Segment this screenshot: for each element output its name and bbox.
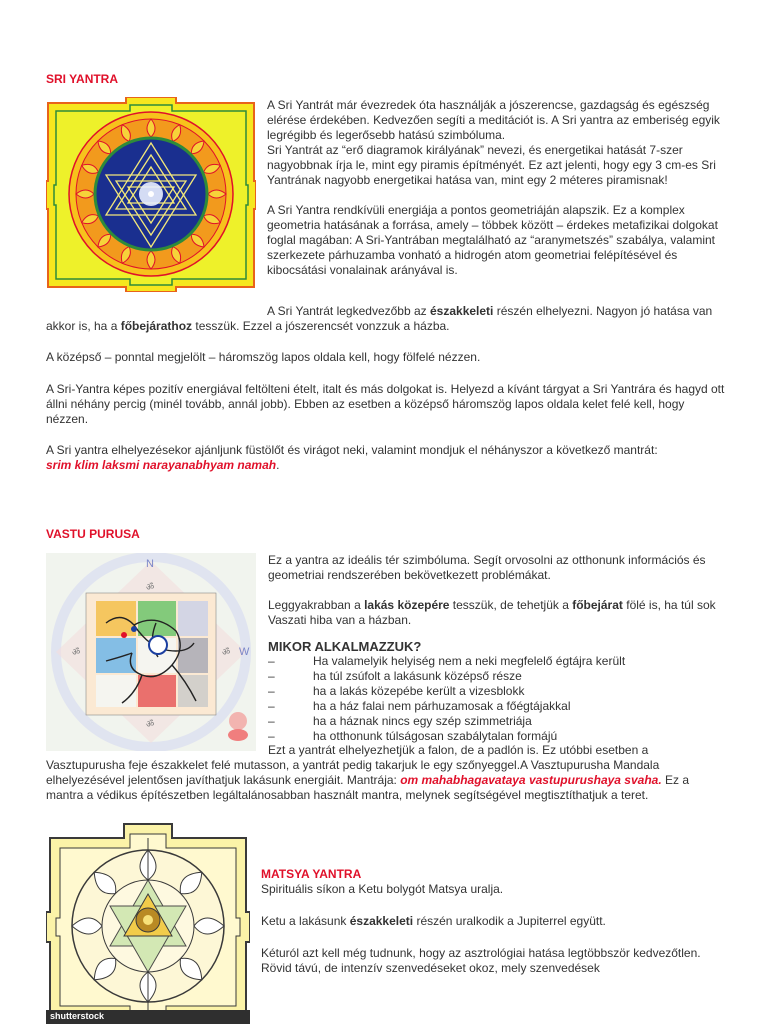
svg-text:ॐ: ॐ	[72, 648, 81, 658]
vastu-purusa-paragraph-2: Leggyakrabban a lakás közepére tesszük, de tehetjük a főbejárat fölé is, ha túl sok Vaszati hiba van a házban.	[268, 598, 716, 627]
sri-yantra-paragraph-1b: Sri Yantrát az “erő diagramok királyának” nevezi, és energetikai hatását 7-szer nagyobbnak írja le, mint egy piramis építményét. Ez azt jelenti, hogy egy 3 cm-es Sri Yantrának nagyobb energetikai hatása van, mint egy 2 méteres piramisnak!	[267, 143, 716, 187]
matsya-yantra-text	[261, 882, 727, 976]
list-item: – Ha valamelyik helyiség nem a neki megfelelő égtájra került	[268, 654, 728, 669]
svg-text:ॐ: ॐ	[222, 648, 231, 658]
when-to-use-heading: MIKOR ALKALMAZZUK?	[268, 639, 422, 654]
matsya-yantra-paragraph-2: Ketu a lakásunk északkeleti részén uralkodik a Jupiterrel együtt.	[261, 914, 606, 928]
svg-text:ॐ: ॐ	[146, 583, 155, 593]
svg-text:ॐ: ॐ	[146, 720, 155, 730]
list-item: – ha a ház falai nem párhuzamosak a főégtájakkal	[268, 699, 728, 714]
vastu-purusa-heading: VASTU PURUSA	[46, 527, 140, 541]
direction-west-label: W	[239, 646, 250, 658]
matsya-yantra-paragraph-1: Spirituális síkon a Ketu bolygót Matsya uralja.	[261, 882, 504, 896]
matsya-yantra-heading: MATSYA YANTRA	[261, 867, 362, 881]
vastu-purusa-paragraph-3: Ezt a yantrát elhelyezhetjük a falon, de a padlón is. Ez utóbbi esetben a Vasztupurusha feje északkelet felé mutasson, a yantrát pedig takarjuk le egy szőnyeggel.A Vasztupurusha Mandala elhelyezésével jelentősen javíthatjuk lakásunk energiáit. Mantrája: om mahabhagavataya vastupurushaya svaha. Ez a mantra a védikus építészetben legáltalánosabban használt mantra, melynek segítségével megtisztíthatjuk a teret.	[46, 743, 690, 802]
matsya-yantra-image	[46, 820, 250, 1024]
vastu-purusa-intro	[268, 553, 728, 744]
sri-yantra-paragraph-6: A Sri yantra elhelyezésekor ajánljunk füstölőt és virágot neki, valamint mondjuk el néhányszor a következő mantrát: srim klim laksmi narayanabhyam namah.	[46, 443, 658, 472]
sri-yantra-image	[46, 97, 256, 292]
direction-north-label: N	[146, 558, 154, 570]
sri-yantra-heading: SRI YANTRA	[46, 72, 119, 86]
sri-yantra-paragraph-5: A Sri-Yantra képes pozitív energiával feltölteni ételt, italt és más dolgokat is. Helyezd a kívánt tárgyat a Sri Yantrára és hagyd ott állni néhány percig (minél tovább, annál jobb). Ebben az esetben a középső háromszög lapos oldala kelet felé kell, hogy nézzen.	[46, 382, 725, 426]
vastu-purusa-paragraph-1: Ez a yantra az ideális tér szimbóluma. Segít orvosolni az otthonunk információs és geometriai rendszerében bekövetkezett problémákat.	[268, 553, 706, 582]
shutterstock-watermark: shutterstock	[50, 1011, 105, 1021]
vastu-purusa-mantra: om mahabhagavataya vastupurushaya svaha.	[400, 773, 662, 787]
list-item: – ha túl zsúfolt a lakásunk középső része	[268, 669, 728, 684]
list-item: – ha otthonunk túlságosan szabálytalan formájú	[268, 729, 728, 744]
sri-yantra-paragraph-3: A Sri Yantrát legkedvezőbb az északkeleti részén elhelyezni. Nagyon jó hatása van akkor is, ha a főbejárathoz tesszük. Ezzel a jószerencsét vonzzuk a házba.	[46, 304, 713, 333]
sri-yantra-paragraph-1: A Sri Yantrát már évezredek óta használják a jószerencse, gazdagság és egészség elérése érdekében. Kedvezően segíti a meditációt is. A Sri yantra az emberiség egyik legrégibb és legerősebb hatású szimbóluma.	[267, 98, 720, 142]
when-to-use-list	[268, 654, 728, 744]
matsya-yantra-paragraph-3: Kéturól azt kell még tudnunk, hogy az asztrológiai hatása legtöbbször kedvezőtlen. Rövid távú, de intenzív szenvedéseket okoz, mely szenvedések	[261, 946, 701, 975]
list-item: – ha a lakás közepébe került a vizesblokk	[268, 684, 728, 699]
sri-yantra-paragraph-2: A Sri Yantra rendkívüli energiája a pontos geometriáján alapszik. Ez a komplex geometria hatásának a forrása, amely – többek között – érdekes metafizikai dolgokat foglal magában: A Sri-Yantrában megtalálható az “aranymetszés” szabálya, valamint szerkezete párhuzamba vonható a hidrogén atom geometriai felépítésével és kibocsátási vonalainak arányával is.	[267, 203, 718, 277]
sri-yantra-paragraph-4: A középső – ponntal megjelölt – háromszög lapos oldala kell, hogy fölfelé nézzen.	[46, 350, 481, 364]
sri-yantra-mantra: srim klim laksmi narayanabhyam namah	[46, 458, 277, 472]
vastu-purusa-image	[46, 553, 256, 751]
list-item: – ha a háznak nincs egy szép szimmetriája	[268, 714, 728, 729]
sri-yantra-intro	[267, 98, 723, 278]
